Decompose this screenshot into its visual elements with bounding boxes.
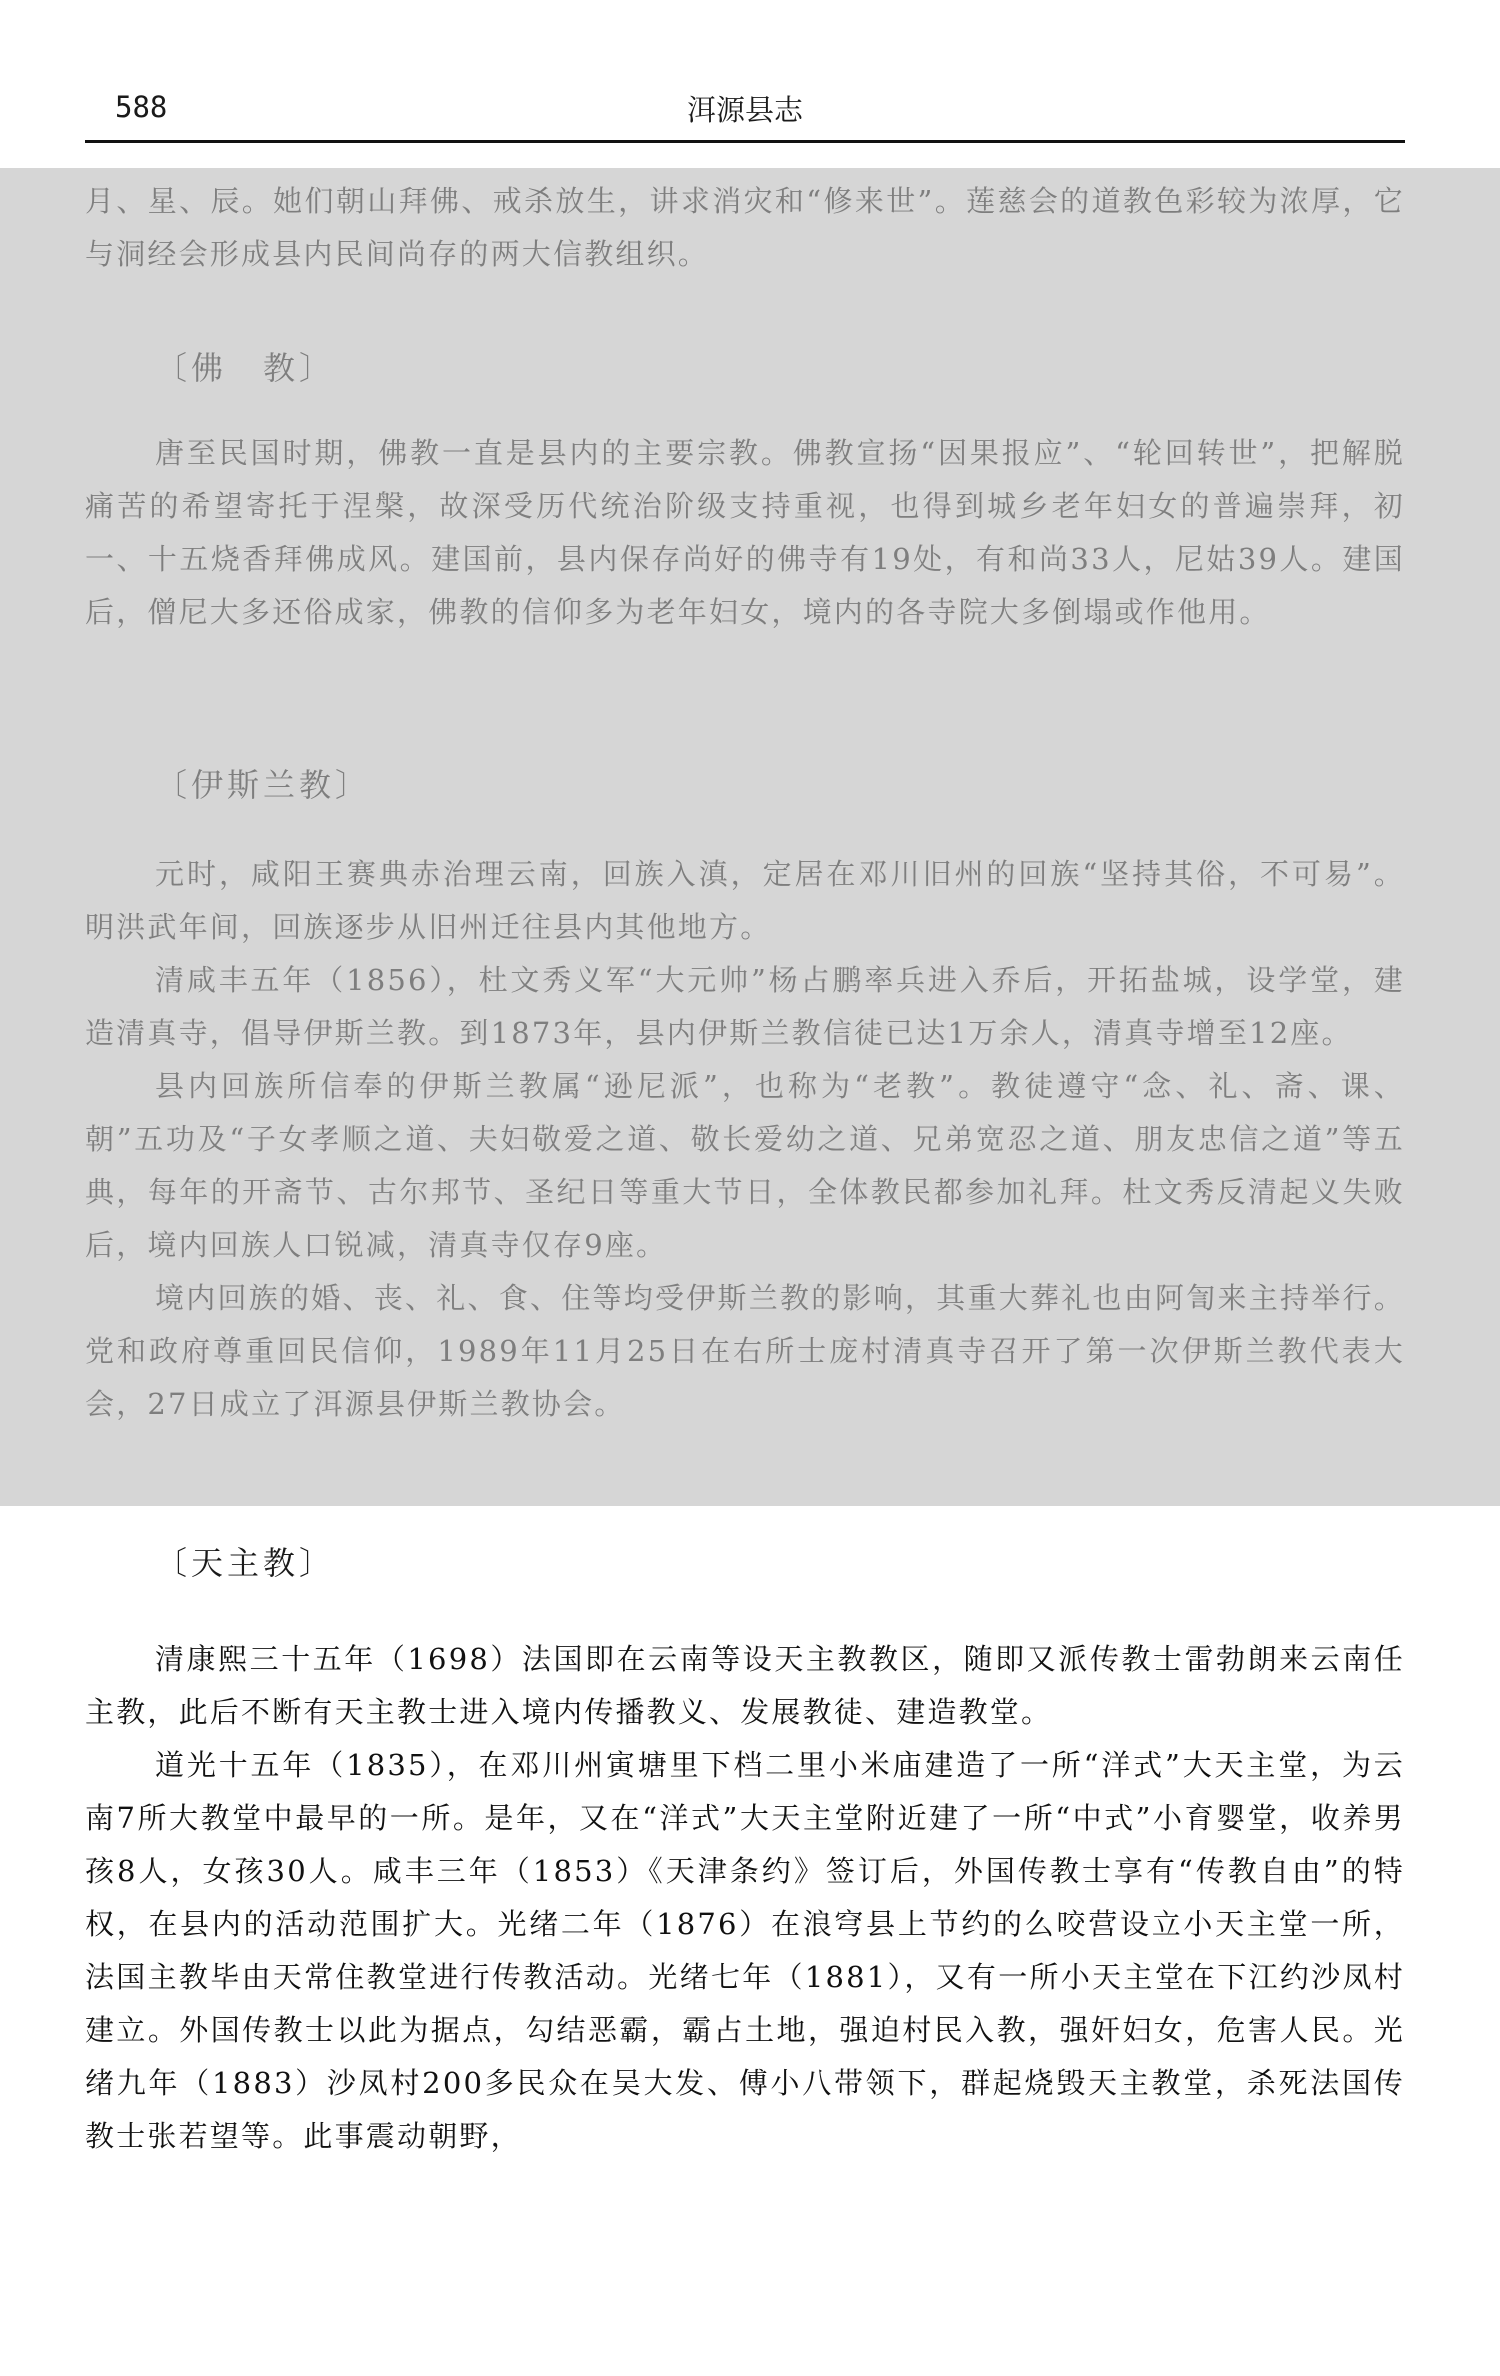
paragraph: 清康熙三十五年（1698）法国即在云南等设天主教教区，随即又派传教士雷勃朗来云南任主教，此后不断有天主教士进入境内传播教义、发展教徒、建造教堂。 — [85, 1642, 1405, 1729]
paragraph: 唐至民国时期，佛教一直是县内的主要宗教。佛教宣扬“因果报应”、“轮回转世”，把解脱痛苦的希望寄托于涅槃，故深受历代统治阶级支持重视，也得到城乡老年妇女的普遍崇拜，初一、十五烧香拜佛成风。建国前，县内保存尚好的佛寺有19处，有和尚33人，尼姑39人。建国后，僧尼大多还俗成家，佛教的信仰多为老年妇女，境内的各寺院大多倒塌或作他用。 — [85, 436, 1405, 629]
header-rule — [85, 140, 1405, 143]
paragraph: 道光十五年（1835），在邓川州寅塘里下档二里小米庙建造了一所“洋式”大天主堂，为云南7所大教堂中最早的一所。是年，又在“洋式”大天主堂附近建了一所“中式”小育婴堂，收养男孩8人，女孩30人。咸丰三年（1853）《天津条约》签订后，外国传教士享有“传教自由”的特权，在县内的活动范围扩大。光绪二年（1876）在浪穹县上节约的么咬营设立小天主堂一所，法国主教毕由天常住教堂进行传教活动。光绪七年（1881），又有一所小天主堂在下江约沙凤村建立。外国传教士以此为据点，勾结恶霸，霸占土地，强迫村民入教，强奸妇女，危害人民。光绪九年（1883）沙凤村200多民众在吴大发、傅小八带领下，群起烧毁天主教堂，杀死法国传教士张若望等。此事震动朝野， — [85, 1748, 1405, 2153]
section-heading-buddhism: 〔佛 教〕 — [155, 349, 336, 387]
section-heading-catholicism: 〔天主教〕 — [155, 1544, 336, 1582]
catholicism-section — [85, 1633, 1405, 2163]
paragraph: 元时，咸阳王赛典赤治理云南，回族入滇，定居在邓川旧州的回族“坚持其俗，不可易”。明洪武年间，回族逐步从旧州迁往县内其他地方。 — [85, 857, 1405, 944]
intro-section — [85, 175, 1405, 281]
buddhism-section — [85, 427, 1405, 639]
paragraph: 月、星、辰。她们朝山拜佛、戒杀放生，讲求消灾和“修来世”。莲慈会的道教色彩较为浓厚，它与洞经会形成县内民间尚存的两大信教组织。 — [85, 184, 1405, 271]
section-heading-islam: 〔伊斯兰教〕 — [155, 766, 372, 804]
paragraph: 境内回族的婚、丧、礼、食、住等均受伊斯兰教的影响，其重大葬礼也由阿訇来主持举行。党和政府尊重回民信仰，1989年11月25日在右所士庞村清真寺召开了第一次伊斯兰教代表大会，27日成立了洱源县伊斯兰教协会。 — [85, 1281, 1405, 1421]
islam-section — [85, 848, 1405, 1431]
page-header — [85, 88, 1405, 140]
paragraph: 清咸丰五年（1856），杜文秀义军“大元帅”杨占鹏率兵进入乔后，开拓盐城，设学堂，建造清真寺，倡导伊斯兰教。到1873年，县内伊斯兰教信徒已达1万余人，清真寺增至12座。 — [85, 963, 1405, 1050]
running-title: 洱源县志 — [686, 93, 803, 127]
paragraph: 县内回族所信奉的伊斯兰教属“逊尼派”，也称为“老教”。教徒遵守“念、礼、斋、课、朝”五功及“子女孝顺之道、夫妇敬爱之道、敬长爱幼之道、兄弟宽忍之道、朋友忠信之道”等五典，每年的开斋节、古尔邦节、圣纪日等重大节日，全体教民都参加礼拜。杜文秀反清起义失败后，境内回族人口锐减，清真寺仅存9座。 — [85, 1069, 1405, 1262]
page-number: 588 — [115, 90, 168, 124]
